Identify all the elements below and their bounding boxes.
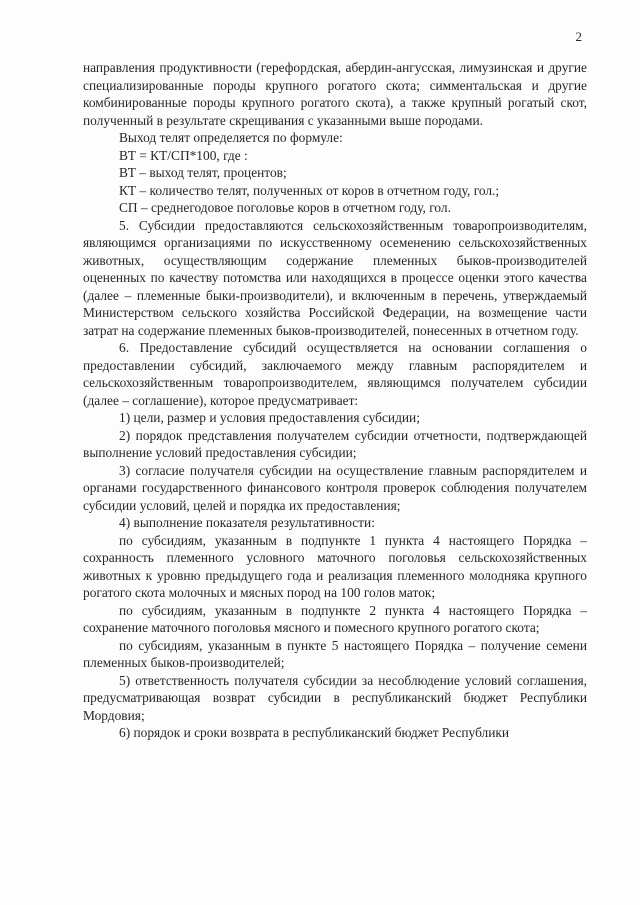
paragraph: направления продуктивности (герефордская, абердин-ангусская, лимузинская и другие специализированные породы крупного рогатого скота; симментальская и другие комбинированные породы крупного рогатого скота), а также крупный рогатый скот, полученный в результате скрещивания с указанными выше породами. <box>83 60 587 128</box>
list-item: 6) порядок и сроки возврата в республиканский бюджет Республики <box>119 725 510 740</box>
paragraph: по субсидиям, указанным в пункте 5 настоящего Порядка – получение семени племенных быков-производителей; <box>83 637 587 670</box>
paragraph: 6. Предоставление субсидий осуществляется на основании соглашения о предоставлении субсидий, заключаемого между главным распорядителем и сельскохозяйственным товаропроизводителем, являющимся получателем субсидии (далее – соглашение), которое предусматривает: <box>83 340 587 408</box>
paragraph: 5. Субсидии предоставляются сельскохозяйственным товаропроизводителям, являющимся организациями по искусственному осеменению сельскохозяйственных животных, осуществляющим содержание племенных быков-производителей оцененных по качеству потомства или находящихся в процессе оценки этого качества (далее – племенные быки-производители), и включенным в перечень, утверждаемый Министерством сельского хозяйства Российской Федерации, на возмещение части затрат на содержание племенных быков-производителей, понесенных в отчетном году. <box>83 217 587 338</box>
list-item: 4) выполнение показателя результативности: <box>119 515 375 530</box>
paragraph: по субсидиям, указанным в подпункте 1 пункта 4 настоящего Порядка – сохранность племенного условного маточного поголовья сельскохозяйственных животных к уровню предыдущего года и реализация племенного молодняка крупного рогатого скота молочных и мясных пород на 100 голов маток; <box>83 532 587 600</box>
formula-definition: ВТ – выход телят, процентов; <box>119 165 287 180</box>
list-item: 3) согласие получателя субсидии на осуществление главным распорядителем и органами государственного финансового контроля проверок соблюдения получателем субсидии условий, целей и порядка их предоставления; <box>83 462 587 513</box>
page-number: 2 <box>575 29 582 44</box>
formula-definition: КТ – количество телят, полученных от коров в отчетном году, гол.; <box>119 182 500 198</box>
list-item: 5) ответственность получателя субсидии за несоблюдение условий соглашения, предусматривающая возврат субсидии в республиканский бюджет Республики Мордовия; <box>83 672 587 723</box>
list-item: 1) цели, размер и условия предоставления субсидии; <box>119 410 420 425</box>
document-body <box>83 59 587 742</box>
paragraph: по субсидиям, указанным в подпункте 2 пункта 4 настоящего Порядка – сохранение маточного поголовья мясного и помесного крупного рогатого скота; <box>83 602 587 635</box>
formula-line: ВТ = КТ/СП*100, где : <box>119 147 248 163</box>
paragraph: Выход телят определяется по формуле: <box>119 130 343 145</box>
list-item: 2) порядок представления получателем субсидии отчетности, подтверждающей выполнение условий предоставления субсидии; <box>83 427 587 460</box>
formula-definition: СП – среднегодовое поголовье коров в отчетном году, гол. <box>119 200 451 215</box>
